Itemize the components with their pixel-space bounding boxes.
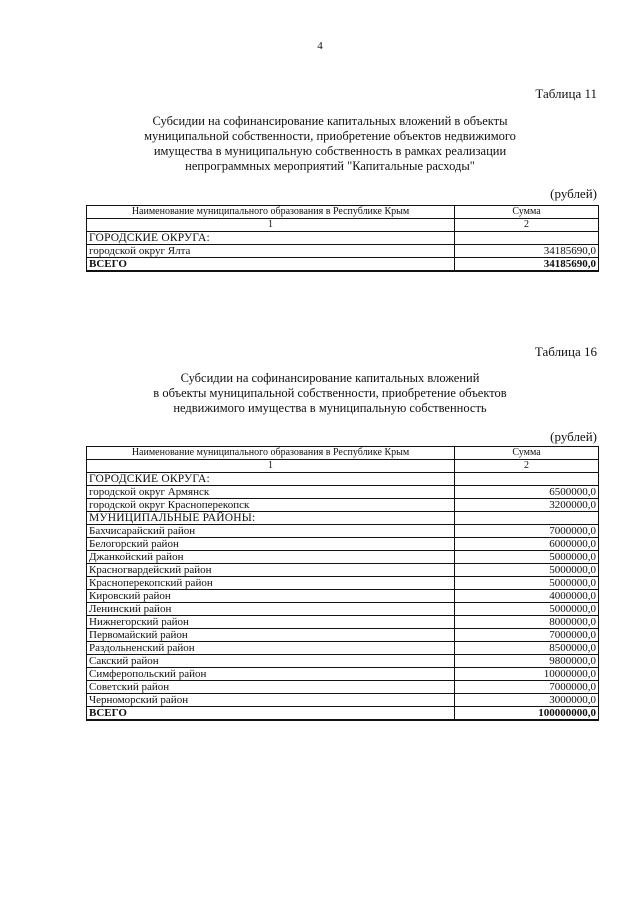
title-line: недвижимого имущества в муниципальную собственность <box>173 401 487 415</box>
amount-cell: 9800000,0 <box>455 655 599 668</box>
table-header-row <box>87 447 599 460</box>
table-row <box>87 486 599 499</box>
section-row <box>87 473 599 486</box>
amount-cell <box>455 232 599 245</box>
table-row <box>87 642 599 655</box>
municipality-name: Первомайский район <box>87 629 455 642</box>
table11 <box>86 205 599 272</box>
amount-cell: 34185690,0 <box>455 245 599 258</box>
title-line: Субсидии на софинансирование капитальных вложений <box>180 371 480 385</box>
table-row <box>87 668 599 681</box>
table11-label: Таблица 11 <box>535 86 597 101</box>
municipality-name: Джанкойский район <box>87 551 455 564</box>
municipality-name: городской округ Ялта <box>87 245 455 258</box>
table11-unit: (рублей) <box>550 186 597 201</box>
index-col1: 1 <box>87 460 455 473</box>
municipality-name: Черноморский район <box>87 694 455 707</box>
page-number: 4 <box>317 40 323 52</box>
municipality-name: Нижнегорский район <box>87 616 455 629</box>
table-row <box>87 655 599 668</box>
section-label: ГОРОДСКИЕ ОКРУГА: <box>87 232 455 245</box>
municipality-name: Советский район <box>87 681 455 694</box>
section-row <box>87 512 599 525</box>
index-col1: 1 <box>87 219 455 232</box>
total-amount: 100000000,0 <box>455 707 599 721</box>
table-row <box>87 499 599 512</box>
municipality-name: Белогорский район <box>87 538 455 551</box>
amount-cell: 7000000,0 <box>455 629 599 642</box>
table-row <box>87 564 599 577</box>
municipality-name: городской округ Красноперекопск <box>87 499 455 512</box>
amount-cell <box>455 473 599 486</box>
amount-cell: 7000000,0 <box>455 525 599 538</box>
amount-cell: 8000000,0 <box>455 616 599 629</box>
municipality-name: Бахчисарайский район <box>87 525 455 538</box>
amount-cell: 5000000,0 <box>455 603 599 616</box>
section-label: ГОРОДСКИЕ ОКРУГА: <box>87 473 455 486</box>
table-index-row <box>87 460 599 473</box>
amount-cell: 4000000,0 <box>455 590 599 603</box>
section-label: МУНИЦИПАЛЬНЫЕ РАЙОНЫ: <box>87 512 455 525</box>
municipality-name: Раздольненский район <box>87 642 455 655</box>
table16-unit: (рублей) <box>550 429 597 444</box>
municipality-name: городской округ Армянск <box>87 486 455 499</box>
total-amount: 34185690,0 <box>455 258 599 272</box>
table-row <box>87 694 599 707</box>
index-col2: 2 <box>455 219 599 232</box>
header-amount: Сумма <box>455 206 599 219</box>
total-row <box>87 258 599 272</box>
municipality-name: Кировский район <box>87 590 455 603</box>
header-amount: Сумма <box>455 447 599 460</box>
title-line: непрограммных мероприятий "Капитальные расходы" <box>185 159 475 173</box>
table-row <box>87 551 599 564</box>
table-row <box>87 681 599 694</box>
title-line: Субсидии на софинансирование капитальных вложений в объекты <box>152 114 508 128</box>
table-index-row <box>87 219 599 232</box>
table11-title <box>60 114 600 174</box>
amount-cell: 6000000,0 <box>455 538 599 551</box>
table-row <box>87 590 599 603</box>
amount-cell: 5000000,0 <box>455 577 599 590</box>
table-row <box>87 603 599 616</box>
table16-title <box>60 371 600 416</box>
table-header-row <box>87 206 599 219</box>
amount-cell <box>455 512 599 525</box>
table-row <box>87 245 599 258</box>
amount-cell: 6500000,0 <box>455 486 599 499</box>
municipality-name: Красногвардейский район <box>87 564 455 577</box>
municipality-name: Сакский район <box>87 655 455 668</box>
amount-cell: 3000000,0 <box>455 694 599 707</box>
table16 <box>86 446 599 721</box>
amount-cell: 5000000,0 <box>455 564 599 577</box>
municipality-name: Красноперекопский район <box>87 577 455 590</box>
table-row <box>87 577 599 590</box>
amount-cell: 8500000,0 <box>455 642 599 655</box>
amount-cell: 10000000,0 <box>455 668 599 681</box>
total-label: ВСЕГО <box>87 707 455 721</box>
table-row <box>87 616 599 629</box>
title-line: муниципальной собственности, приобретение объектов недвижимого <box>144 129 516 143</box>
table-row <box>87 538 599 551</box>
title-line: в объекты муниципальной собственности, приобретение объектов <box>153 386 507 400</box>
table-row <box>87 525 599 538</box>
total-row <box>87 707 599 721</box>
header-name: Наименование муниципального образования в Республике Крым <box>87 447 455 460</box>
amount-cell: 3200000,0 <box>455 499 599 512</box>
table-row <box>87 629 599 642</box>
total-label: ВСЕГО <box>87 258 455 272</box>
header-name: Наименование муниципального образования в Республике Крым <box>87 206 455 219</box>
table16-label: Таблица 16 <box>534 344 597 359</box>
municipality-name: Ленинский район <box>87 603 455 616</box>
title-line: имущества в муниципальную собственность в рамках реализации <box>153 144 507 158</box>
municipality-name: Симферопольский район <box>87 668 455 681</box>
index-col2: 2 <box>455 460 599 473</box>
amount-cell: 7000000,0 <box>455 681 599 694</box>
section-row <box>87 232 599 245</box>
amount-cell: 5000000,0 <box>455 551 599 564</box>
